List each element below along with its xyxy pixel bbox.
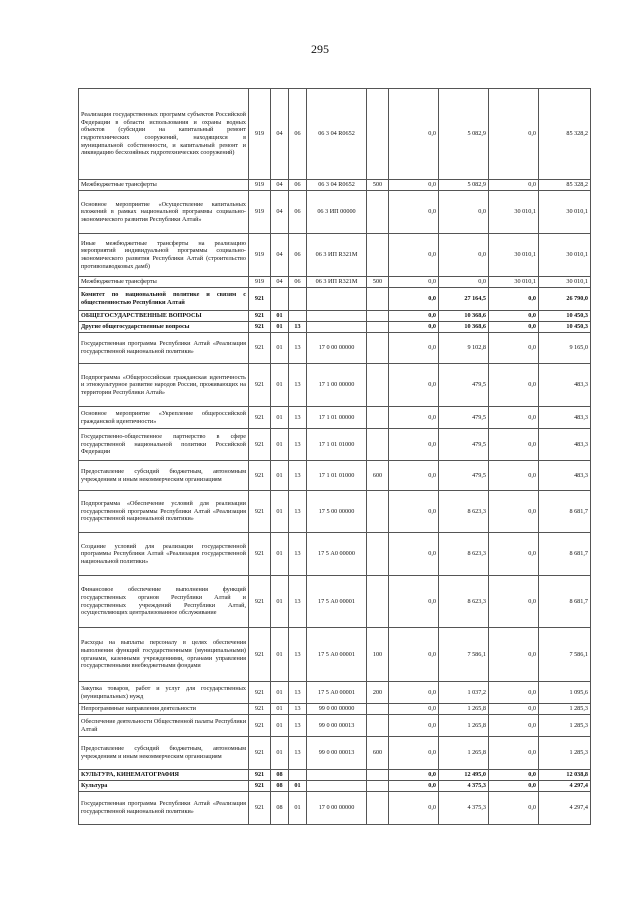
cell-subsection: 06 [289, 180, 307, 191]
cell-grbs: 921 [249, 792, 271, 825]
cell-name: Иные межбюджетные трансферты на реализацию мероприятий индивидуальной программы социально-экономического развития Республики Алтай (строительство противопаводковых дамб) [79, 234, 249, 277]
cell-subsection [289, 770, 307, 781]
cell-name: Основное мероприятие «Укрепление общероссийской гражданской идентичности» [79, 407, 249, 429]
cell-section: 04 [271, 180, 289, 191]
cell-subsection: 13 [289, 704, 307, 715]
cell-amount-1: 0,0 [389, 628, 439, 682]
cell-amount-2: 8 623,3 [439, 491, 489, 533]
cell-amount-3: 0,0 [489, 770, 539, 781]
cell-amount-2: 479,5 [439, 364, 489, 407]
cell-amount-4: 1 095,6 [539, 682, 591, 704]
cell-amount-2: 1 265,8 [439, 715, 489, 737]
cell-expense-type: 500 [367, 277, 389, 288]
cell-section: 04 [271, 277, 289, 288]
cell-name: Основное мероприятие «Осуществление капитальных вложений в рамках национальной программы социально-экономического развития Республики Алтай» [79, 191, 249, 234]
cell-target-article: 17 1 01 00000 [307, 407, 367, 429]
cell-expense-type [367, 311, 389, 322]
cell-name: Государственно-общественное партнерство в сфере государственной национальной политики Российской Федерации [79, 429, 249, 461]
cell-amount-2: 12 495,0 [439, 770, 489, 781]
cell-amount-3: 0,0 [489, 429, 539, 461]
cell-amount-4: 30 010,1 [539, 234, 591, 277]
cell-section: 08 [271, 781, 289, 792]
cell-target-article: 06 3 ИП 00000 [307, 191, 367, 234]
cell-target-article: 06 3 04 R0652 [307, 180, 367, 191]
cell-target-article [307, 781, 367, 792]
cell-amount-1: 0,0 [389, 576, 439, 628]
cell-amount-1: 0,0 [389, 682, 439, 704]
cell-section: 01 [271, 704, 289, 715]
cell-amount-4: 8 681,7 [539, 576, 591, 628]
cell-subsection: 13 [289, 737, 307, 770]
cell-amount-4: 1 285,3 [539, 704, 591, 715]
cell-subsection: 06 [289, 277, 307, 288]
cell-grbs: 921 [249, 333, 271, 364]
table-row [79, 333, 591, 364]
cell-amount-3: 0,0 [489, 364, 539, 407]
cell-amount-4: 85 328,2 [539, 89, 591, 180]
cell-amount-2: 7 586,1 [439, 628, 489, 682]
cell-amount-1: 0,0 [389, 491, 439, 533]
table-row [79, 576, 591, 628]
cell-section: 08 [271, 792, 289, 825]
cell-section: 01 [271, 429, 289, 461]
cell-amount-2: 0,0 [439, 234, 489, 277]
cell-amount-1: 0,0 [389, 407, 439, 429]
cell-expense-type [367, 715, 389, 737]
cell-section: 01 [271, 533, 289, 576]
table-row [79, 191, 591, 234]
cell-amount-4: 8 681,7 [539, 533, 591, 576]
cell-amount-2: 479,5 [439, 461, 489, 491]
cell-amount-4: 483,3 [539, 364, 591, 407]
cell-subsection: 13 [289, 461, 307, 491]
cell-amount-1: 0,0 [389, 288, 439, 311]
cell-subsection: 13 [289, 322, 307, 333]
cell-target-article: 17 0 00 00000 [307, 333, 367, 364]
cell-section: 04 [271, 89, 289, 180]
cell-amount-4: 30 010,1 [539, 277, 591, 288]
cell-name: Финансовое обеспечение выполнения функций государственных органов Республики Алтай и государственных учреждений Республики Алтай, осуществляющих централизованное обслуживание [79, 576, 249, 628]
cell-expense-type: 600 [367, 461, 389, 491]
cell-target-article [307, 288, 367, 311]
cell-target-article: 99 0 00 00000 [307, 704, 367, 715]
cell-grbs: 921 [249, 737, 271, 770]
cell-section: 01 [271, 715, 289, 737]
cell-subsection: 13 [289, 407, 307, 429]
cell-amount-3: 0,0 [489, 333, 539, 364]
cell-grbs: 921 [249, 781, 271, 792]
cell-target-article: 17 5 А0 00001 [307, 576, 367, 628]
cell-name: Подпрограмма «Обеспечение условий для реализации государственной программы Республики Алтай «Реализация государственной национальной политики» [79, 491, 249, 533]
cell-expense-type [367, 364, 389, 407]
cell-amount-3: 0,0 [489, 311, 539, 322]
cell-grbs: 921 [249, 407, 271, 429]
cell-target-article [307, 770, 367, 781]
table-row [79, 322, 591, 333]
cell-amount-1: 0,0 [389, 311, 439, 322]
cell-amount-1: 0,0 [389, 533, 439, 576]
cell-subsection: 13 [289, 576, 307, 628]
cell-amount-4: 26 790,0 [539, 288, 591, 311]
cell-amount-2: 8 623,3 [439, 533, 489, 576]
cell-name: Реализация государственных программ субъектов Российской Федерации в области использования и охраны водных объектов (субсидии на капитальный ремонт гидротехнических сооружений, находящихся в муниципальной собственности, и капитальный ремонт и ликвидацию бесхозяйных гидротехнических сооружений) [79, 89, 249, 180]
cell-grbs: 921 [249, 628, 271, 682]
cell-amount-3: 0,0 [489, 576, 539, 628]
cell-amount-4: 4 297,4 [539, 781, 591, 792]
cell-amount-1: 0,0 [389, 234, 439, 277]
cell-amount-3: 0,0 [489, 781, 539, 792]
table-row [79, 461, 591, 491]
cell-expense-type [367, 407, 389, 429]
cell-name: Комитет по национальной политике и связям с общественностью Республики Алтай [79, 288, 249, 311]
cell-name: Межбюджетные трансферты [79, 180, 249, 191]
cell-expense-type [367, 191, 389, 234]
cell-grbs: 921 [249, 429, 271, 461]
table-row [79, 311, 591, 322]
cell-subsection: 13 [289, 364, 307, 407]
cell-amount-3: 0,0 [489, 461, 539, 491]
cell-grbs: 921 [249, 288, 271, 311]
cell-amount-2: 479,5 [439, 407, 489, 429]
cell-section: 01 [271, 364, 289, 407]
cell-grbs: 921 [249, 682, 271, 704]
cell-name: Культура [79, 781, 249, 792]
cell-expense-type: 100 [367, 628, 389, 682]
cell-name: Обеспечение деятельности Общественной палаты Республики Алтай [79, 715, 249, 737]
cell-amount-2: 0,0 [439, 277, 489, 288]
cell-amount-2: 27 164,5 [439, 288, 489, 311]
cell-amount-4: 85 328,2 [539, 180, 591, 191]
cell-amount-1: 0,0 [389, 461, 439, 491]
cell-amount-4: 10 450,3 [539, 322, 591, 333]
table-row [79, 770, 591, 781]
cell-amount-3: 0,0 [489, 628, 539, 682]
cell-expense-type [367, 781, 389, 792]
cell-name: Закупка товаров, работ и услуг для государственных (муниципальных) нужд [79, 682, 249, 704]
cell-target-article: 17 1 01 01000 [307, 429, 367, 461]
table-row [79, 89, 591, 180]
cell-target-article: 06 3 ИП R321М [307, 277, 367, 288]
cell-amount-2: 5 082,9 [439, 89, 489, 180]
cell-expense-type [367, 288, 389, 311]
cell-name: Межбюджетные трансферты [79, 277, 249, 288]
cell-expense-type [367, 234, 389, 277]
cell-amount-4: 8 681,7 [539, 491, 591, 533]
cell-grbs: 921 [249, 770, 271, 781]
cell-amount-3: 0,0 [489, 715, 539, 737]
cell-amount-4: 483,3 [539, 407, 591, 429]
cell-expense-type: 600 [367, 737, 389, 770]
cell-subsection: 01 [289, 781, 307, 792]
cell-amount-1: 0,0 [389, 770, 439, 781]
cell-grbs: 919 [249, 234, 271, 277]
cell-section: 01 [271, 576, 289, 628]
cell-amount-1: 0,0 [389, 277, 439, 288]
cell-amount-2: 10 368,6 [439, 322, 489, 333]
cell-amount-1: 0,0 [389, 180, 439, 191]
cell-target-article: 99 0 00 00013 [307, 737, 367, 770]
cell-amount-2: 4 375,3 [439, 792, 489, 825]
table-row [79, 491, 591, 533]
cell-amount-1: 0,0 [389, 333, 439, 364]
cell-grbs: 921 [249, 322, 271, 333]
cell-section: 08 [271, 770, 289, 781]
cell-name: КУЛЬТУРА, КИНЕМАТОГРАФИЯ [79, 770, 249, 781]
cell-grbs: 919 [249, 191, 271, 234]
table-row [79, 429, 591, 461]
cell-target-article: 17 1 00 00000 [307, 364, 367, 407]
cell-target-article [307, 322, 367, 333]
cell-section [271, 288, 289, 311]
cell-name: Непрограммные направления деятельности [79, 704, 249, 715]
cell-target-article: 99 0 00 00013 [307, 715, 367, 737]
table-row [79, 407, 591, 429]
cell-amount-3: 0,0 [489, 533, 539, 576]
cell-amount-2: 5 082,9 [439, 180, 489, 191]
cell-grbs: 919 [249, 277, 271, 288]
cell-subsection: 06 [289, 234, 307, 277]
cell-grbs: 921 [249, 704, 271, 715]
cell-name: Государственная программа Республики Алтай «Реализация государственной национальной политики» [79, 792, 249, 825]
cell-section: 01 [271, 491, 289, 533]
cell-amount-3: 0,0 [489, 792, 539, 825]
table-row [79, 288, 591, 311]
cell-amount-4: 1 285,3 [539, 737, 591, 770]
table-row [79, 715, 591, 737]
table-row [79, 234, 591, 277]
cell-name: Предоставление субсидий бюджетным, автономным учреждениям и иным некоммерческим организациям [79, 737, 249, 770]
cell-target-article: 06 3 04 R0652 [307, 89, 367, 180]
cell-amount-1: 0,0 [389, 704, 439, 715]
cell-name: Подпрограмма «Общероссийская гражданская идентичность и этнокультурное развитие народов России, проживающих на территории Республики Алтай» [79, 364, 249, 407]
cell-amount-3: 30 010,1 [489, 191, 539, 234]
cell-expense-type [367, 429, 389, 461]
cell-amount-4: 7 586,1 [539, 628, 591, 682]
cell-amount-3: 0,0 [489, 407, 539, 429]
page-number: 295 [311, 42, 329, 56]
cell-subsection: 13 [289, 533, 307, 576]
cell-amount-2: 8 623,3 [439, 576, 489, 628]
cell-expense-type [367, 792, 389, 825]
table-row [79, 628, 591, 682]
cell-amount-3: 0,0 [489, 288, 539, 311]
cell-grbs: 921 [249, 311, 271, 322]
cell-name: Расходы на выплаты персоналу в целях обеспечения выполнения функций государственными (муниципальными) органами, казенными учреждениями, органами управления государственными внебюджетными фондами [79, 628, 249, 682]
cell-amount-1: 0,0 [389, 89, 439, 180]
cell-grbs: 919 [249, 180, 271, 191]
cell-amount-4: 4 297,4 [539, 792, 591, 825]
cell-expense-type [367, 491, 389, 533]
cell-amount-4: 10 450,3 [539, 311, 591, 322]
cell-amount-2: 0,0 [439, 191, 489, 234]
cell-amount-1: 0,0 [389, 792, 439, 825]
cell-name: Государственная программа Республики Алтай «Реализация государственной национальной политики» [79, 333, 249, 364]
cell-amount-1: 0,0 [389, 781, 439, 792]
cell-grbs: 921 [249, 533, 271, 576]
cell-amount-1: 0,0 [389, 322, 439, 333]
cell-amount-1: 0,0 [389, 715, 439, 737]
cell-grbs: 921 [249, 364, 271, 407]
cell-expense-type [367, 704, 389, 715]
cell-subsection: 13 [289, 491, 307, 533]
table-row [79, 737, 591, 770]
cell-amount-2: 10 368,6 [439, 311, 489, 322]
cell-target-article: 06 3 ИП R321М [307, 234, 367, 277]
cell-amount-2: 9 102,8 [439, 333, 489, 364]
cell-amount-2: 4 375,3 [439, 781, 489, 792]
cell-amount-3: 0,0 [489, 180, 539, 191]
cell-section: 01 [271, 407, 289, 429]
cell-section: 01 [271, 333, 289, 364]
cell-expense-type [367, 770, 389, 781]
cell-expense-type [367, 333, 389, 364]
cell-section: 01 [271, 322, 289, 333]
cell-amount-2: 1 265,8 [439, 704, 489, 715]
table-row [79, 682, 591, 704]
cell-grbs: 921 [249, 576, 271, 628]
cell-amount-2: 479,5 [439, 429, 489, 461]
cell-expense-type [367, 322, 389, 333]
cell-subsection: 06 [289, 191, 307, 234]
cell-target-article: 17 1 01 01000 [307, 461, 367, 491]
cell-amount-4: 12 038,8 [539, 770, 591, 781]
cell-section: 04 [271, 234, 289, 277]
cell-amount-4: 483,3 [539, 429, 591, 461]
cell-section: 01 [271, 628, 289, 682]
table-row [79, 781, 591, 792]
table-row [79, 792, 591, 825]
cell-amount-4: 483,3 [539, 461, 591, 491]
cell-amount-3: 0,0 [489, 682, 539, 704]
cell-subsection: 06 [289, 89, 307, 180]
cell-amount-4: 30 010,1 [539, 191, 591, 234]
cell-subsection: 13 [289, 429, 307, 461]
cell-subsection: 01 [289, 792, 307, 825]
cell-section: 01 [271, 311, 289, 322]
cell-amount-1: 0,0 [389, 737, 439, 770]
cell-amount-3: 0,0 [489, 704, 539, 715]
cell-amount-4: 9 165,0 [539, 333, 591, 364]
cell-expense-type [367, 576, 389, 628]
cell-amount-2: 1 037,2 [439, 682, 489, 704]
table-row [79, 533, 591, 576]
table-row [79, 180, 591, 191]
cell-amount-3: 0,0 [489, 737, 539, 770]
cell-name: ОБЩЕГОСУДАРСТВЕННЫЕ ВОПРОСЫ [79, 311, 249, 322]
cell-amount-2: 1 265,8 [439, 737, 489, 770]
cell-amount-3: 30 010,1 [489, 234, 539, 277]
cell-target-article: 17 0 00 00000 [307, 792, 367, 825]
cell-amount-4: 1 285,3 [539, 715, 591, 737]
table-row [79, 364, 591, 407]
cell-subsection [289, 311, 307, 322]
cell-name: Предоставление субсидий бюджетным, автономным учреждениям и иным некоммерческим организациям [79, 461, 249, 491]
cell-subsection [289, 288, 307, 311]
cell-expense-type [367, 533, 389, 576]
cell-name: Другие общегосударственные вопросы [79, 322, 249, 333]
cell-amount-1: 0,0 [389, 191, 439, 234]
cell-subsection: 13 [289, 682, 307, 704]
budget-table [78, 88, 591, 825]
cell-expense-type: 500 [367, 180, 389, 191]
cell-subsection: 13 [289, 628, 307, 682]
cell-target-article: 17 5 А0 00001 [307, 628, 367, 682]
cell-section: 01 [271, 461, 289, 491]
cell-target-article: 17 5 00 00000 [307, 491, 367, 533]
cell-grbs: 921 [249, 461, 271, 491]
cell-amount-1: 0,0 [389, 429, 439, 461]
cell-subsection: 13 [289, 715, 307, 737]
cell-amount-3: 0,0 [489, 322, 539, 333]
cell-grbs: 921 [249, 715, 271, 737]
cell-expense-type [367, 89, 389, 180]
cell-amount-3: 0,0 [489, 89, 539, 180]
cell-target-article: 17 5 А0 00000 [307, 533, 367, 576]
cell-grbs: 919 [249, 89, 271, 180]
cell-amount-1: 0,0 [389, 364, 439, 407]
cell-section: 01 [271, 682, 289, 704]
cell-subsection: 13 [289, 333, 307, 364]
table-row [79, 704, 591, 715]
cell-expense-type: 200 [367, 682, 389, 704]
table-row [79, 277, 591, 288]
cell-name: Создание условий для реализации государственной программы Республики Алтай «Реализация государственной национальной политики» [79, 533, 249, 576]
cell-amount-3: 30 010,1 [489, 277, 539, 288]
cell-target-article: 17 5 А0 00001 [307, 682, 367, 704]
cell-amount-3: 0,0 [489, 491, 539, 533]
cell-section: 01 [271, 737, 289, 770]
cell-grbs: 921 [249, 491, 271, 533]
cell-section: 04 [271, 191, 289, 234]
cell-target-article [307, 311, 367, 322]
